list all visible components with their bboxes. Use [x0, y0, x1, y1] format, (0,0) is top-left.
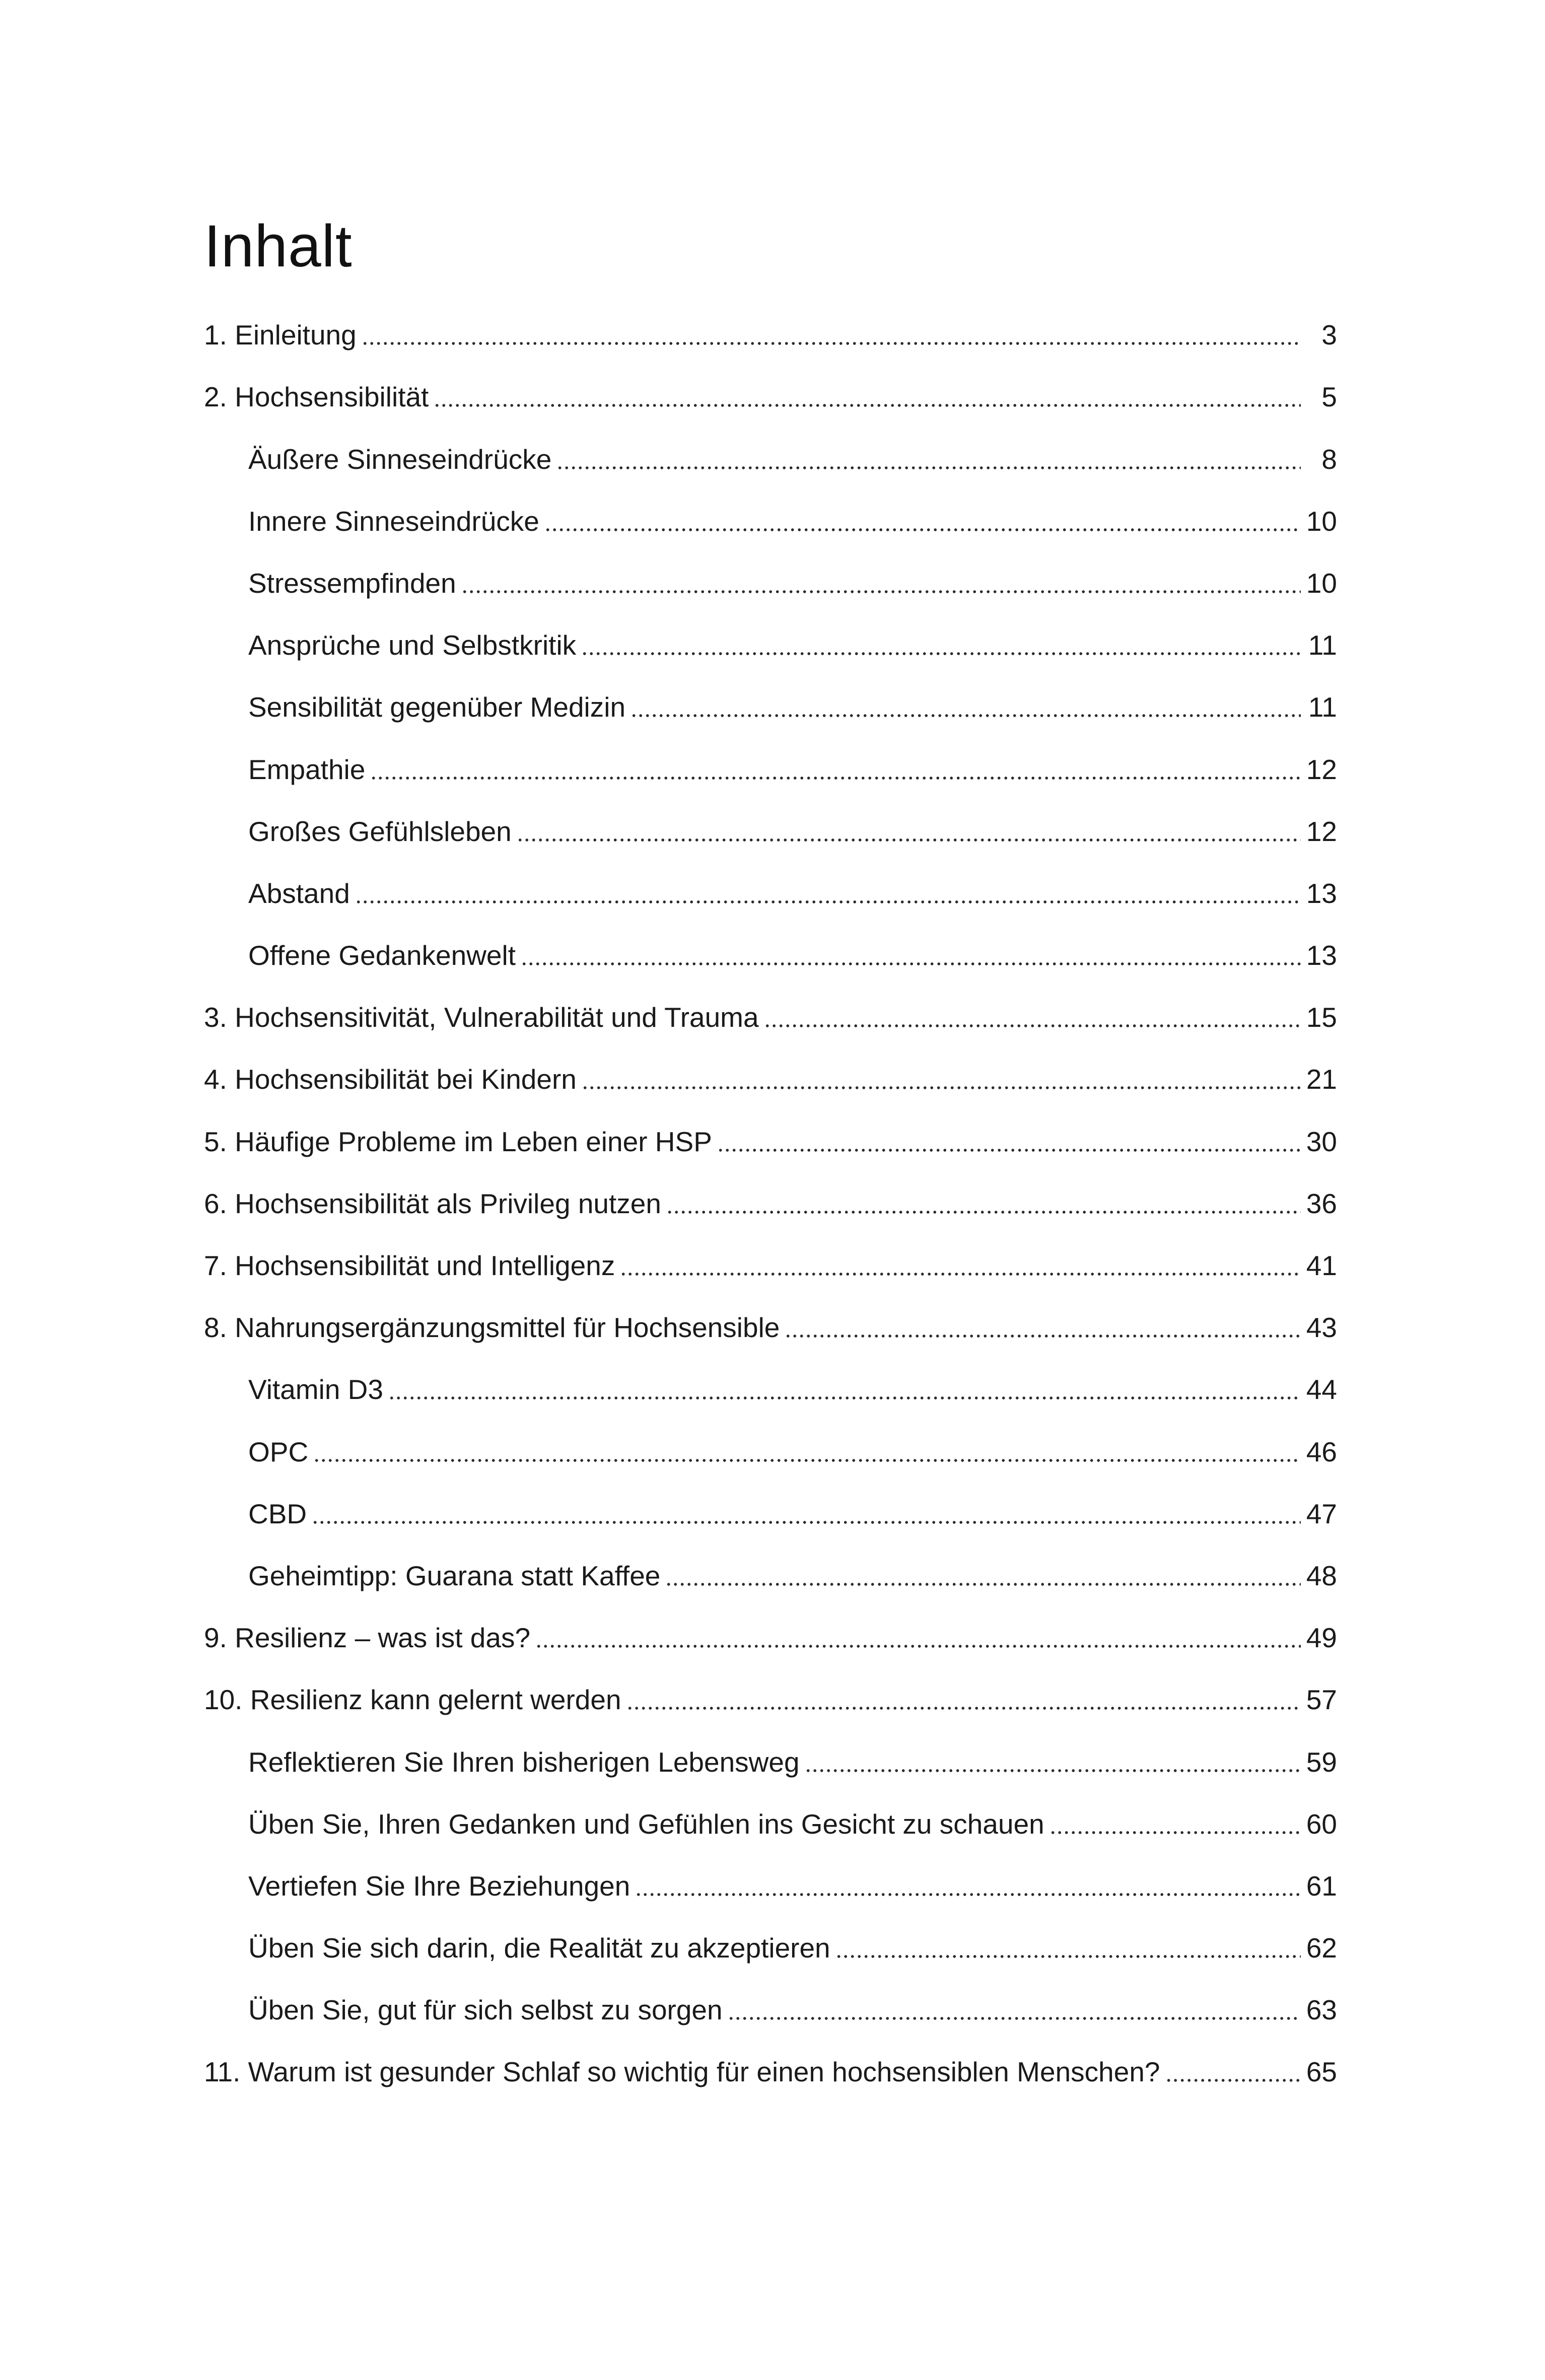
toc-entry-page-number: 57 [1306, 1684, 1337, 1716]
dot-leader [666, 1210, 1301, 1215]
dot-leader [728, 2016, 1301, 2021]
dot-leader [805, 1768, 1301, 1773]
toc-entry-page-number: 48 [1306, 1560, 1337, 1591]
dot-leader [626, 1706, 1301, 1711]
toc-entry[interactable] [204, 612, 1337, 674]
toc-entry-page-number: 63 [1306, 1994, 1337, 2026]
toc-entry[interactable] [204, 799, 1337, 861]
toc-entry-label: 7. Hochsensibilität und Intelligenz [204, 1252, 618, 1280]
toc-entry[interactable] [204, 1419, 1337, 1481]
toc-entry[interactable] [204, 1791, 1337, 1853]
toc-entry-label: Stressempfinden [248, 570, 459, 597]
dot-leader [461, 589, 1301, 594]
toc-entry-page-number: 11 [1308, 691, 1337, 723]
dot-leader [521, 961, 1301, 966]
toc-entry-page-number: 13 [1306, 940, 1337, 971]
toc-entry-page-number: 62 [1306, 1932, 1337, 1964]
toc-entry[interactable] [204, 1108, 1337, 1170]
toc-entry[interactable] [204, 736, 1337, 798]
toc-entry[interactable] [204, 1171, 1337, 1233]
toc-entry-label: Üben Sie, gut für sich selbst zu sorgen [248, 1996, 726, 2024]
toc-entry-page-number: 43 [1306, 1312, 1337, 1344]
toc-entry-page-number: 59 [1306, 1746, 1337, 1778]
toc-entry-label: OPC [248, 1438, 311, 1466]
dot-leader [635, 1892, 1301, 1897]
toc-entry[interactable] [204, 985, 1337, 1046]
dot-leader [313, 1458, 1301, 1463]
toc-entry-label: Ansprüche und Selbstkritik [248, 632, 579, 659]
dot-leader [785, 1334, 1301, 1339]
toc-entry-page-number: 41 [1306, 1250, 1337, 1281]
dot-leader [665, 1582, 1301, 1587]
toc-entry[interactable] [204, 1667, 1337, 1729]
toc-entry-label: CBD [248, 1500, 310, 1528]
toc-entry-label: 4. Hochsensibilität bei Kindern [204, 1066, 580, 1093]
toc-entry-page-number: 46 [1306, 1436, 1337, 1467]
dot-leader [835, 1954, 1301, 1959]
toc-entry-label: Vertiefen Sie Ihre Beziehungen [248, 1872, 633, 1900]
toc-entry-label: Vitamin D3 [248, 1376, 386, 1404]
toc-entry[interactable] [204, 1915, 1337, 1977]
toc-entry-page-number: 49 [1306, 1622, 1337, 1654]
toc-entry-page-number: 11 [1308, 629, 1337, 661]
toc-entry-page-number: 44 [1306, 1374, 1337, 1406]
toc-entry-page-number: 60 [1306, 1808, 1337, 1840]
toc-entry[interactable] [204, 923, 1337, 985]
toc-entry[interactable] [204, 488, 1337, 550]
toc-entry-label: Geheimtipp: Guarana statt Kaffee [248, 1562, 663, 1590]
toc-entry[interactable] [204, 1977, 1337, 2039]
dot-leader [581, 651, 1301, 656]
dot-leader [1049, 1830, 1301, 1835]
dot-leader [355, 899, 1301, 904]
toc-entry-page-number: 5 [1321, 381, 1337, 413]
toc-entry-label: 11. Warum ist gesunder Schlaf so wichtig für einen hochsensiblen Menschen? [204, 2058, 1163, 2086]
toc-entry[interactable] [204, 861, 1337, 923]
toc-entry-label: 9. Resilienz – was ist das? [204, 1624, 533, 1652]
dot-leader [582, 1085, 1301, 1090]
toc-entry-label: 3. Hochsensitivität, Vulnerabilität und Trauma [204, 1004, 762, 1031]
toc-entry[interactable] [204, 550, 1337, 612]
toc-entry-label: Abstand [248, 880, 353, 907]
toc-entry[interactable] [204, 2039, 1337, 2101]
dot-leader [388, 1395, 1301, 1401]
toc-entry-page-number: 15 [1306, 1002, 1337, 1033]
toc-entry-page-number: 13 [1306, 877, 1337, 909]
dot-leader [620, 1272, 1301, 1277]
toc-entry-label: Empathie [248, 756, 368, 784]
toc-entry-page-number: 3 [1321, 319, 1337, 351]
toc-entry[interactable] [204, 1543, 1337, 1605]
toc-entry-label: 5. Häufige Probleme im Leben einer HSP [204, 1128, 715, 1156]
toc-entry-page-number: 30 [1306, 1126, 1337, 1157]
toc-entry-label: 6. Hochsensibilität als Privileg nutzen [204, 1190, 664, 1218]
toc-entry[interactable] [204, 426, 1337, 488]
toc-entry[interactable] [204, 1357, 1337, 1419]
toc-entry-label: Innere Sinneseindrücke [248, 508, 542, 535]
toc-title: Inhalt [204, 213, 353, 279]
dot-leader [717, 1148, 1301, 1153]
toc-entry-page-number: 61 [1306, 1870, 1337, 1902]
dot-leader [434, 403, 1301, 408]
toc-entry[interactable] [204, 1046, 1337, 1108]
toc-entry[interactable] [204, 1295, 1337, 1357]
toc-entry[interactable] [204, 1853, 1337, 1915]
toc-entry-label: Reflektieren Sie Ihren bisherigen Lebensweg [248, 1748, 803, 1776]
toc-entry-label: 10. Resilienz kann gelernt werden [204, 1686, 624, 1714]
dot-leader [544, 527, 1301, 532]
toc-entry-page-number: 36 [1306, 1187, 1337, 1219]
toc-entry-page-number: 47 [1306, 1498, 1337, 1529]
toc-entry[interactable] [204, 1233, 1337, 1295]
toc-entry[interactable] [204, 1481, 1337, 1543]
toc-entry[interactable] [204, 364, 1337, 426]
toc-entry-label: 1. Einleitung [204, 321, 360, 349]
dot-leader [556, 465, 1301, 470]
toc-entry-page-number: 8 [1321, 443, 1337, 475]
toc-entry-page-number: 12 [1306, 815, 1337, 847]
dot-leader [362, 341, 1301, 346]
toc-entry-page-number: 65 [1306, 2056, 1337, 2088]
toc-entry-label: Üben Sie, Ihren Gedanken und Gefühlen ins Gesicht zu schauen [248, 1810, 1047, 1838]
toc-entry[interactable] [204, 674, 1337, 736]
toc-entry[interactable] [204, 1605, 1337, 1667]
toc-entry-page-number: 12 [1306, 753, 1337, 785]
dot-leader [535, 1644, 1301, 1649]
dot-leader [370, 776, 1301, 781]
dot-leader [764, 1023, 1301, 1028]
toc-entry[interactable] [204, 1729, 1337, 1791]
dot-leader [630, 713, 1301, 718]
toc-entry-label: 8. Nahrungsergänzungsmittel für Hochsensible [204, 1314, 783, 1342]
toc-entry-label: Sensibilität gegenüber Medizin [248, 693, 628, 721]
toc-entry-page-number: 21 [1306, 1064, 1337, 1095]
toc-entry-label: Großes Gefühlsleben [248, 818, 515, 846]
toc-entry-label: Üben Sie sich darin, die Realität zu akzeptieren [248, 1934, 833, 1962]
toc-entry-label: Offene Gedankenwelt [248, 942, 519, 969]
dot-leader [517, 837, 1301, 843]
toc-entry-label: 2. Hochsensibilität [204, 383, 432, 411]
toc-entry-page-number: 10 [1306, 567, 1337, 599]
dot-leader [312, 1520, 1301, 1525]
toc-entry[interactable] [204, 302, 1337, 364]
dot-leader [1165, 2078, 1301, 2083]
toc-entry-label: Äußere Sinneseindrücke [248, 446, 554, 473]
table-of-contents [204, 302, 1337, 2101]
toc-entry-page-number: 10 [1306, 505, 1337, 537]
